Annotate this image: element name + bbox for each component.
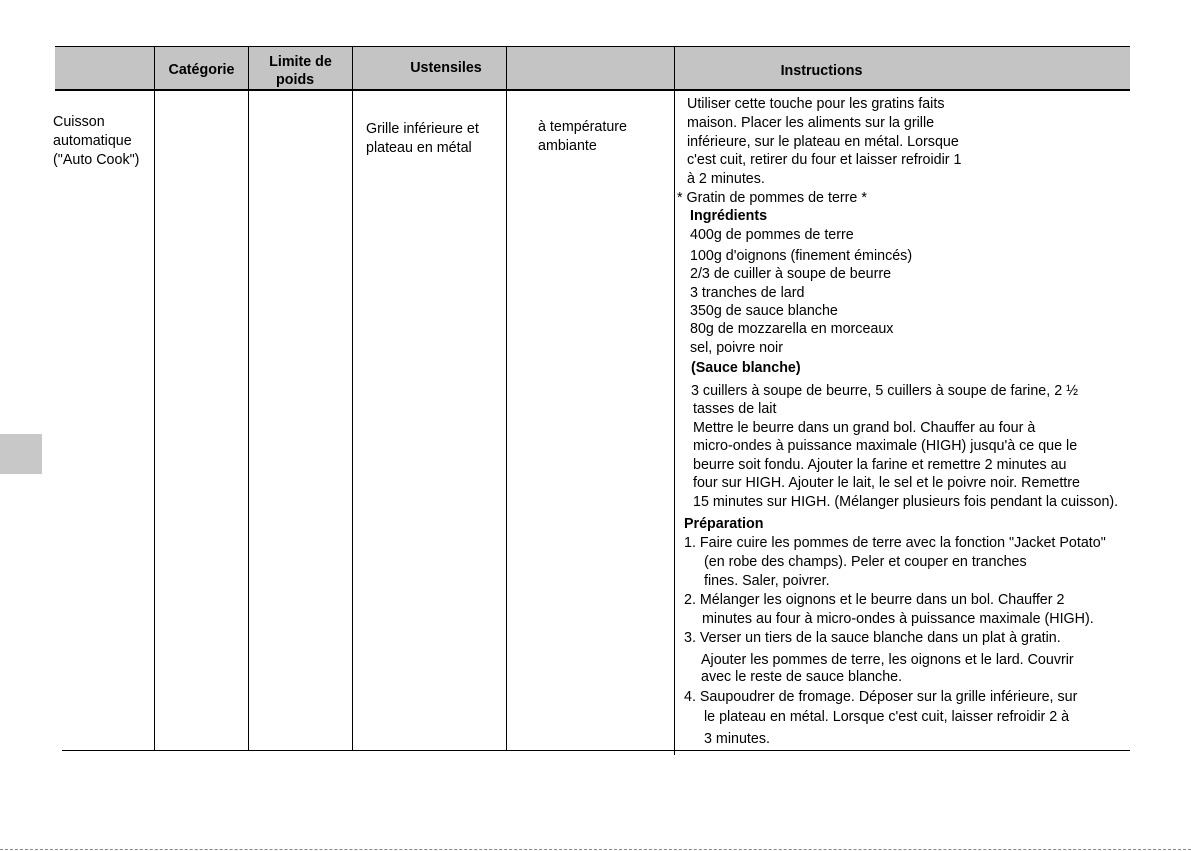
ustensiles-line: plateau en métal <box>366 140 472 156</box>
instruction-line: 3 cuillers à soupe de beurre, 5 cuillers à soupe de farine, 2 ½ <box>691 383 1079 399</box>
instruction-line: 1. Faire cuire les pommes de terre avec la fonction "Jacket Potato" <box>684 535 1106 551</box>
instruction-line: 400g de pommes de terre <box>690 227 854 243</box>
mode-line: Cuisson <box>53 114 105 130</box>
mode-line: ("Auto Cook") <box>53 152 140 168</box>
instruction-line: 4. Saupoudrer de fromage. Déposer sur la grille inférieure, sur <box>684 689 1078 705</box>
instruction-line: c'est cuit, retirer du four et laisser refroidir 1 <box>687 152 962 168</box>
instruction-line: inférieure, sur le plateau en métal. Lorsque <box>687 134 959 150</box>
instruction-line: tasses de lait <box>693 401 777 417</box>
header-categorie: Catégorie <box>168 62 235 78</box>
instruction-line: micro-ondes à puissance maximale (HIGH) jusqu'à ce que le <box>693 438 1078 454</box>
instruction-line: 3. Verser un tiers de la sauce blanche dans un plat à gratin. <box>684 630 1061 646</box>
instruction-line: 15 minutes sur HIGH. (Mélanger plusieurs fois pendant la cuisson). <box>693 494 1119 510</box>
instruction-line: sel, poivre noir <box>690 340 783 356</box>
instruction-line: Ajouter les pommes de terre, les oignons et le lard. Couvrir <box>701 652 1074 668</box>
instruction-line: 2. Mélanger les oignons et le beurre dans un bol. Chauffer 2 <box>684 592 1065 608</box>
instruction-line: Utiliser cette touche pour les gratins faits <box>687 96 945 112</box>
instruction-line: 3 tranches de lard <box>690 285 805 301</box>
temperature-line: ambiante <box>538 138 597 154</box>
instruction-line: (Sauce blanche) <box>691 360 801 376</box>
instruction-line: minutes au four à micro-ondes à puissance maximale (HIGH). <box>702 611 1094 627</box>
instruction-line: beurre soit fondu. Ajouter la farine et remettre 2 minutes au <box>693 457 1067 473</box>
header-ustensiles: Ustensiles <box>410 60 482 76</box>
instruction-line: 2/3 de cuiller à soupe de beurre <box>690 266 892 282</box>
ustensiles-line: Grille inférieure et <box>366 121 479 137</box>
instruction-line: fines. Saler, poivrer. <box>704 573 830 589</box>
instruction-line: 350g de sauce blanche <box>690 303 838 319</box>
instruction-line: à 2 minutes. <box>687 171 765 187</box>
instruction-line: 100g d'oignons (finement émincés) <box>690 248 913 264</box>
instruction-line: avec le reste de sauce blanche. <box>701 669 903 685</box>
instruction-line: maison. Placer les aliments sur la grille <box>687 115 935 131</box>
mode-line: automatique <box>53 133 132 149</box>
instruction-line: Préparation <box>684 516 764 532</box>
instruction-line: le plateau en métal. Lorsque c'est cuit, laisser refroidir 2 à <box>704 709 1070 725</box>
instruction-line: Mettre le beurre dans un grand bol. Chauffer au four à <box>693 420 1036 436</box>
instruction-line: 3 minutes. <box>704 731 770 747</box>
instruction-line: four sur HIGH. Ajouter le lait, le sel et le poivre noir. Remettre <box>693 475 1080 491</box>
header-limite-line2: poids <box>276 72 315 88</box>
instruction-line: (en robe des champs). Peler et couper en tranches <box>704 554 1027 570</box>
instruction-line: * Gratin de pommes de terre * <box>677 190 867 206</box>
temperature-line: à température <box>538 119 628 135</box>
header-instructions: Instructions <box>780 63 863 79</box>
instruction-line: 80g de mozzarella en morceaux <box>690 321 894 337</box>
page-bottom-edge <box>0 849 1191 850</box>
header-limite-line1: Limite de <box>269 54 332 70</box>
instruction-line: Ingrédients <box>690 208 768 224</box>
